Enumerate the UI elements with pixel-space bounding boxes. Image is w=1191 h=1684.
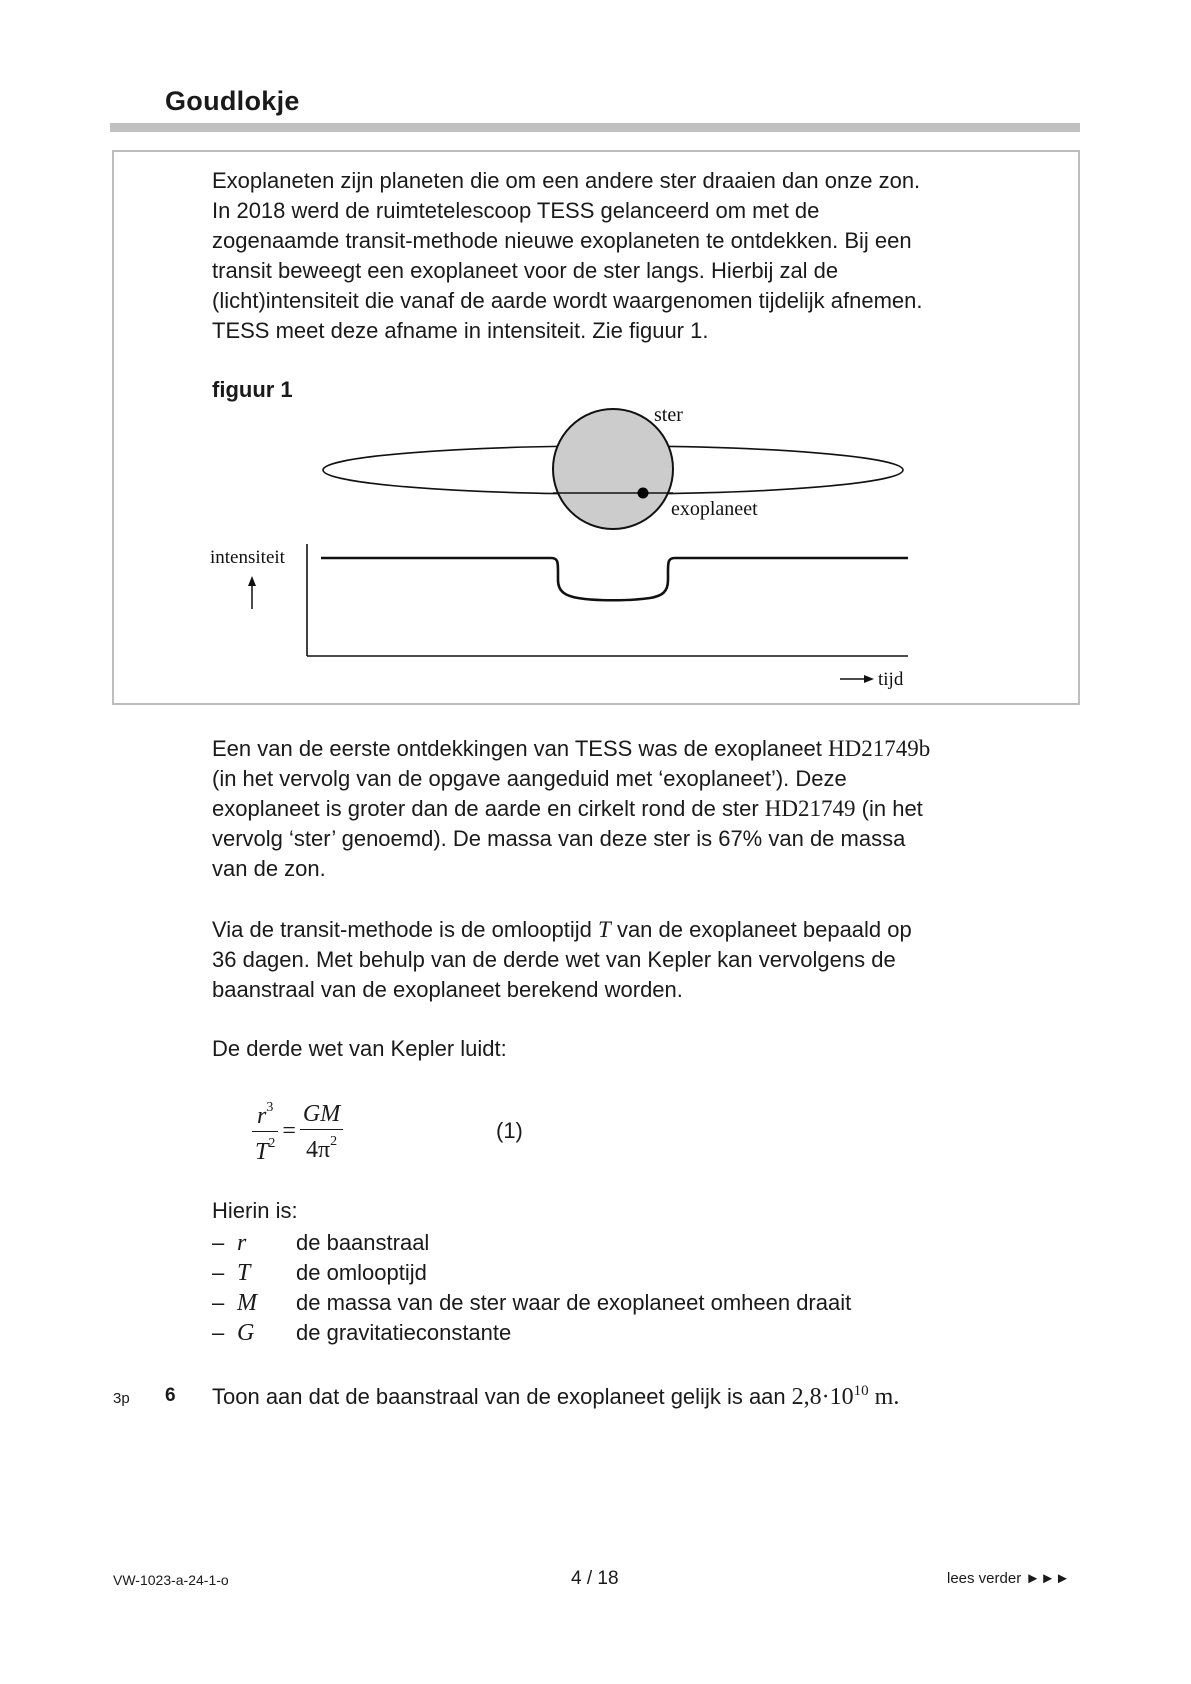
x-axis-label: tijd xyxy=(878,669,904,690)
definitions-intro: Hierin is: xyxy=(212,1198,298,1223)
symbol: T xyxy=(237,1260,251,1286)
dash: – xyxy=(212,1260,225,1285)
paragraph-line: 36 dagen. Met behulp van de derde wet van Kepler kan vervolgens de xyxy=(212,947,896,972)
description: de gravitatieconstante xyxy=(296,1320,512,1345)
star-label: ster xyxy=(654,404,683,426)
definitions-list xyxy=(212,1228,1012,1348)
kepler-intro: De derde wet van Kepler luidt: xyxy=(212,1036,507,1061)
paragraph-line xyxy=(212,734,930,764)
exponent: 3 xyxy=(266,1100,274,1115)
question-points: 3p xyxy=(113,1390,130,1407)
description: de baanstraal xyxy=(296,1230,430,1255)
description: de omlooptijd xyxy=(296,1260,427,1285)
four-pi: 4π xyxy=(306,1136,331,1163)
text: Een van de eerste ontdekkingen van TESS was de exoplaneet xyxy=(212,736,829,761)
dash: – xyxy=(212,1290,225,1315)
value-mantissa: 2,8·10 xyxy=(791,1384,854,1410)
symbol: M xyxy=(237,1290,257,1316)
intro-line: In 2018 werd de ruimtetelescoop TESS gelanceerd om met de xyxy=(212,198,820,223)
intro-line: transit beweegt een exoplaneet voor de ster langs. Hierbij zal de xyxy=(212,258,839,283)
continue-indicator: lees verder ►►► xyxy=(947,1570,1070,1587)
dash: – xyxy=(212,1230,225,1255)
definition-item xyxy=(212,1228,1012,1258)
paragraph-line xyxy=(212,915,912,945)
figure-label: figuur 1 xyxy=(212,377,293,402)
symbol: r xyxy=(237,1230,247,1256)
paragraph-period xyxy=(212,915,912,1005)
question-text xyxy=(212,1383,899,1411)
text: (in het xyxy=(855,796,923,821)
x-axis-arrowhead-icon xyxy=(864,675,874,683)
paragraph-line xyxy=(212,854,930,884)
definition-item xyxy=(212,1258,1012,1288)
paragraph-discovery xyxy=(212,734,930,884)
symbol: G xyxy=(237,1320,255,1346)
equation-number: (1) xyxy=(496,1118,523,1143)
text: van de zon. xyxy=(212,856,326,881)
exponent: 2 xyxy=(330,1133,338,1149)
section-title: Goudlokje xyxy=(165,86,300,116)
text: Via de transit-methode is de omlooptijd xyxy=(212,917,599,942)
lhs-fraction xyxy=(252,1096,278,1167)
exam-code: VW-1023-a-24-1-o xyxy=(113,1572,229,1588)
text: vervolg ‘ster’ genoemd). De massa van deze ster is 67% van de massa xyxy=(212,826,906,851)
text: exoplaneet is groter dan de aarde en cirkelt rond de ster xyxy=(212,796,765,821)
definition-item xyxy=(212,1288,1012,1318)
text: (in het vervolg van de opgave aangeduid met ‘exoplaneet’). Deze xyxy=(212,766,847,791)
value-unit: m. xyxy=(868,1384,900,1410)
definition-item xyxy=(212,1318,1012,1348)
planet-designation: HD21749b xyxy=(828,736,931,761)
kepler-formula xyxy=(252,1096,343,1167)
intro-line: zogenaamde transit-methode nieuwe exoplaneten te ontdekken. Bij een xyxy=(212,228,912,253)
exponent: 2 xyxy=(268,1136,276,1151)
dash: – xyxy=(212,1320,225,1345)
description: de massa van de ster waar de exoplaneet omheen draait xyxy=(296,1290,852,1315)
var-T: T xyxy=(255,1139,269,1165)
transit-figure xyxy=(0,0,1191,720)
star-circle xyxy=(553,409,673,529)
equals-sign: = xyxy=(282,1118,296,1144)
paragraph-line xyxy=(212,764,930,794)
intro-line: TESS meet deze afname in intensiteit. Zie figuur 1. xyxy=(212,318,709,343)
intro-line: Exoplaneten zijn planeten die om een andere ster draaien dan onze zon. xyxy=(212,168,921,193)
light-curve xyxy=(321,558,908,600)
variable-T: T xyxy=(598,917,611,942)
text: van de exoplaneet bepaald op xyxy=(610,917,912,942)
question-value xyxy=(792,1384,900,1410)
page-number: 4 / 18 xyxy=(571,1568,619,1589)
exoplanet-label: exoplaneet xyxy=(671,498,758,520)
intro-line: (licht)intensiteit die vanaf de aarde wordt waargenomen tijdelijk afnemen. xyxy=(212,288,923,313)
value-exponent: 10 xyxy=(853,1383,869,1399)
paragraph-line xyxy=(212,794,930,824)
var-r: r xyxy=(257,1103,267,1129)
paragraph-line: baanstraal van de exoplaneet berekend worden. xyxy=(212,977,683,1002)
paragraph-line xyxy=(212,824,930,854)
y-axis-arrowhead-icon xyxy=(248,576,256,586)
exoplanet-dot xyxy=(638,488,649,499)
star-designation: HD21749 xyxy=(764,796,856,821)
y-axis-label: intensiteit xyxy=(210,547,285,568)
var-GM: GM xyxy=(302,1100,341,1127)
question-prompt: Toon aan dat de baanstraal van de exoplaneet gelijk is aan xyxy=(212,1384,786,1409)
rhs-fraction xyxy=(300,1099,343,1165)
question-number: 6 xyxy=(165,1385,176,1406)
